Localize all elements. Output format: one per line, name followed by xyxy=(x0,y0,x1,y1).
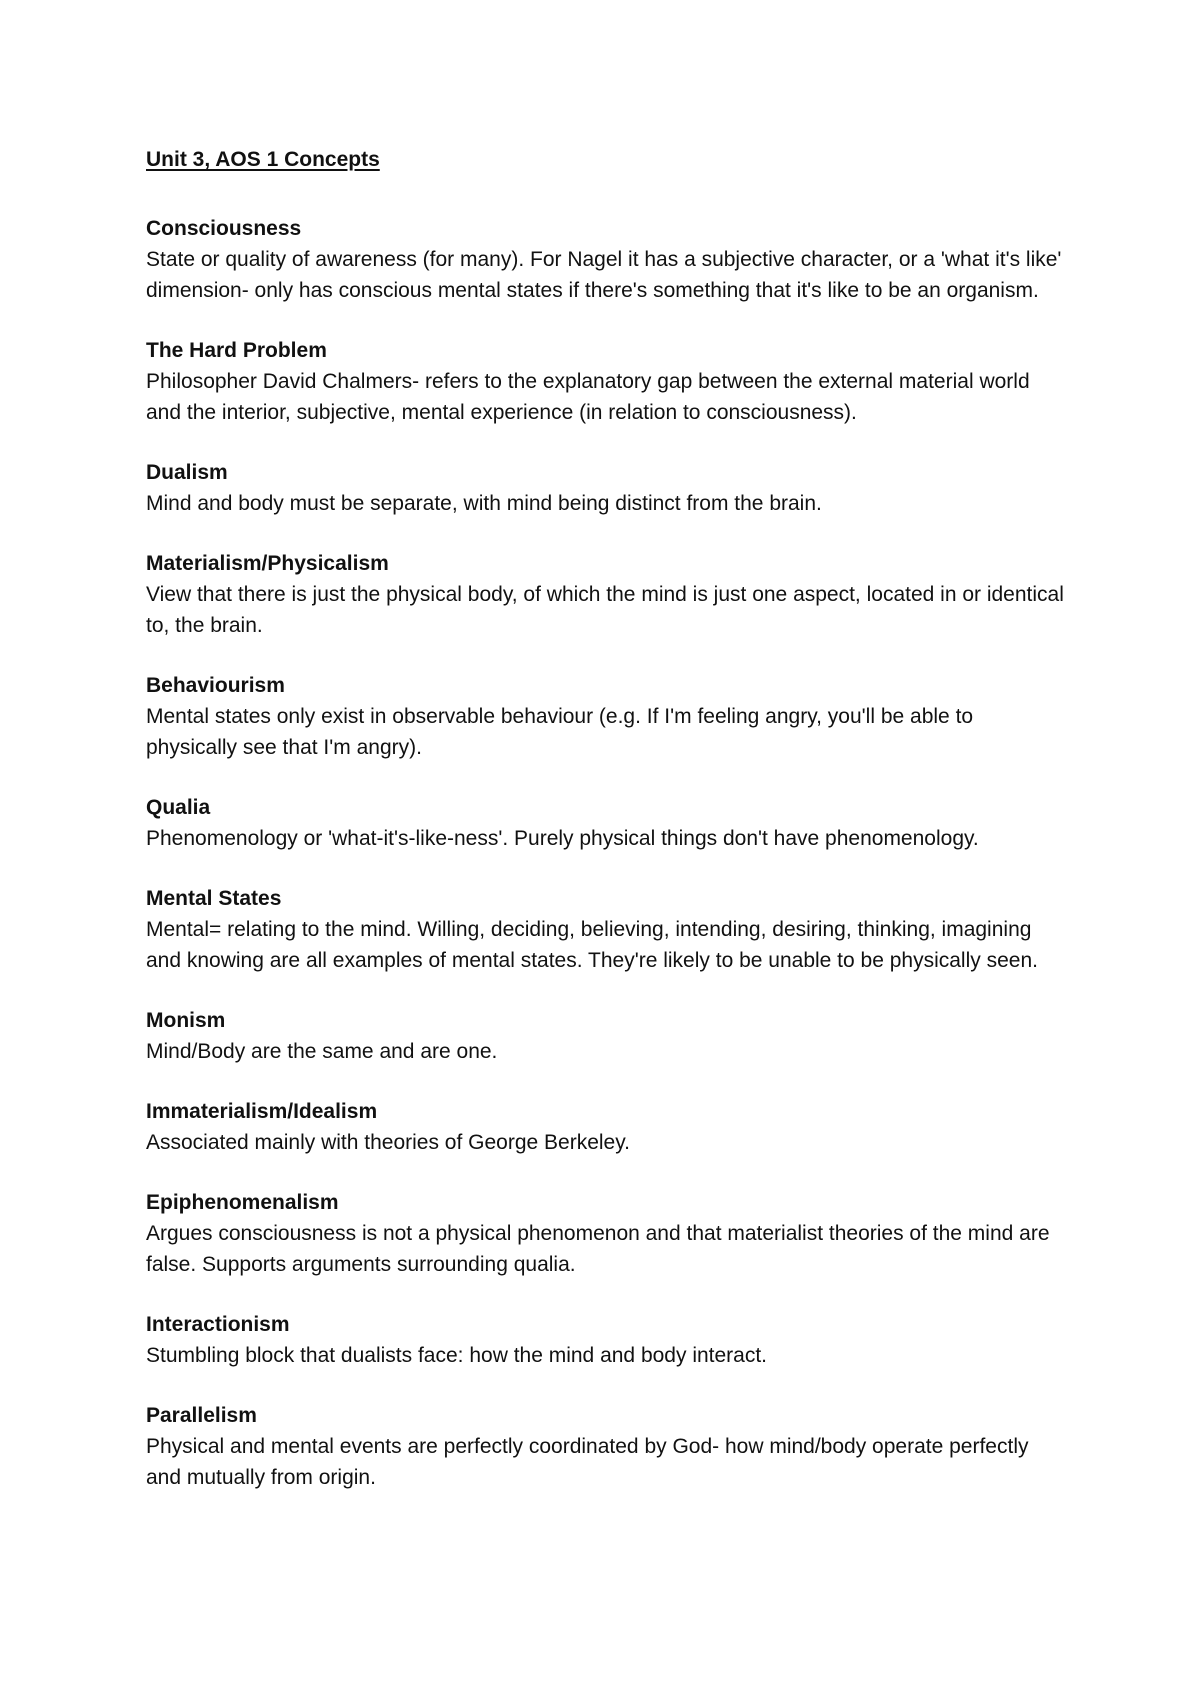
concept-immaterialism xyxy=(146,1096,1066,1158)
concept-term: Mental States xyxy=(146,887,282,910)
concept-definition: Associated mainly with theories of George Berkeley. xyxy=(146,1131,631,1154)
concept-behaviourism xyxy=(146,670,1066,763)
concept-materialism xyxy=(146,548,1066,641)
concept-term: Interactionism xyxy=(146,1313,290,1336)
concept-definition: Phenomenology or 'what-it's-like-ness'. Purely physical things don't have phenomenology. xyxy=(146,827,979,850)
concept-term: Epiphenomenalism xyxy=(146,1191,339,1214)
concept-term: Parallelism xyxy=(146,1404,257,1427)
concept-definition: Philosopher David Chalmers- refers to the explanatory gap between the external material world and the interior, subjective, mental experience (in relation to consciousness). xyxy=(146,370,1030,424)
concept-definition: Argues consciousness is not a physical phenomenon and that materialist theories of the mind are false. Supports arguments surrounding qualia. xyxy=(146,1222,1050,1276)
concept-consciousness xyxy=(146,213,1066,306)
concept-term: Dualism xyxy=(146,461,228,484)
concept-definition: State or quality of awareness (for many). For Nagel it has a subjective character, or a 'what it's like' dimension- only has conscious mental states if there's something that it's like to be an organism. xyxy=(146,248,1062,302)
concept-definition: Mind and body must be separate, with mind being distinct from the brain. xyxy=(146,492,822,515)
concept-term: Monism xyxy=(146,1009,226,1032)
concept-term: The Hard Problem xyxy=(146,339,327,362)
concept-term: Behaviourism xyxy=(146,674,285,697)
concept-interactionism xyxy=(146,1309,1066,1371)
concept-definition: Mental= relating to the mind. Willing, deciding, believing, intending, desiring, thinking, imagining and knowing are all examples of mental states. They're likely to be unable to be physically seen. xyxy=(146,918,1038,972)
concept-mental-states xyxy=(146,883,1066,976)
document-title: Unit 3, AOS 1 Concepts xyxy=(146,148,380,171)
concept-term: Consciousness xyxy=(146,217,302,240)
concept-term: Materialism/Physicalism xyxy=(146,552,389,575)
document-page xyxy=(146,144,1066,1522)
concept-definition: Mental states only exist in observable behaviour (e.g. If I'm feeling angry, you'll be able to physically see that I'm angry). xyxy=(146,705,974,759)
concept-monism xyxy=(146,1005,1066,1067)
concept-definition: Stumbling block that dualists face: how the mind and body interact. xyxy=(146,1344,768,1367)
concept-term: Immaterialism/Idealism xyxy=(146,1100,378,1123)
concept-definition: Physical and mental events are perfectly coordinated by God- how mind/body operate perfectly and mutually from origin. xyxy=(146,1435,1029,1489)
concept-dualism xyxy=(146,457,1066,519)
concept-qualia xyxy=(146,792,1066,854)
concept-term: Qualia xyxy=(146,796,211,819)
concept-definition: Mind/Body are the same and are one. xyxy=(146,1040,498,1063)
concept-epiphenomenalism xyxy=(146,1187,1066,1280)
concept-hard-problem xyxy=(146,335,1066,428)
concept-definition: View that there is just the physical body, of which the mind is just one aspect, located in or identical to, the brain. xyxy=(146,583,1064,637)
concept-parallelism xyxy=(146,1400,1066,1493)
